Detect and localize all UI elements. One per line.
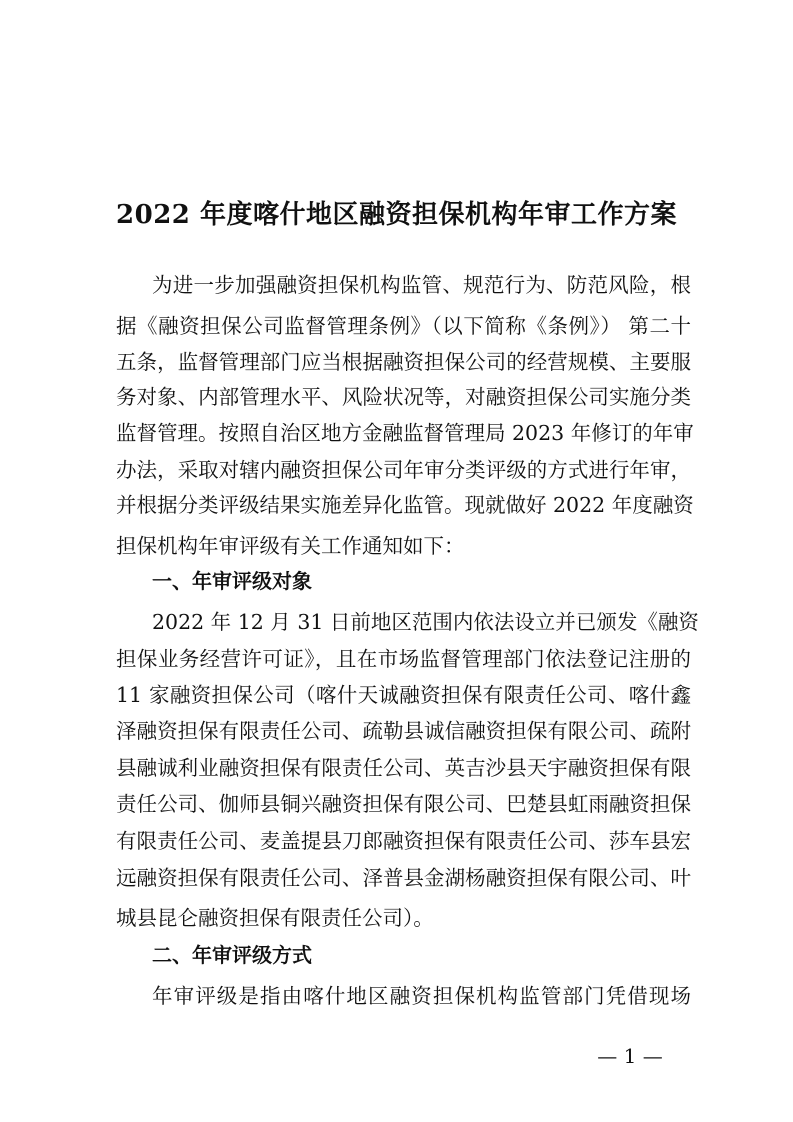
paragraph-line: 务对象、内部管理水平、风险状况等，对融资担保公司实施分类 [116,385,691,409]
paragraph-line: 2022 年 12 月 31 日前地区范围内依法设立并已颁发《融资 [152,610,699,634]
paragraph-line: 远融资担保有限责任公司、泽普县金湖杨融资担保有限公司、叶 [116,866,691,890]
page-number: — 1 — [597,1044,663,1068]
paragraph-line: 为进一步加强融资担保机构监管、规范行为、防范风险，根 [152,273,691,297]
paragraph-line: 并根据分类评级结果实施差异化监管。现就做好 2022 年度融资 [116,493,694,517]
paragraph-line: 办法，采取对辖内融资担保公司年审分类评级的方式进行年审， [116,458,691,482]
paragraph-line: 责任公司、伽师县铜兴融资担保有限公司、巴楚县虹雨融资担保 [116,792,691,816]
paragraph-line: 担保机构年审评级有关工作通知如下： [116,534,465,558]
paragraph-line: 年审评级是指由喀什地区融资担保机构监管部门凭借现场 [152,984,691,1008]
paragraph-line: 泽融资担保有限责任公司、疏勒县诚信融资担保有限公司、疏附 [116,719,691,743]
paragraph-line: 据《融资担保公司监督管理条例》（以下简称《条例》） 第二十 [116,314,691,338]
paragraph-line: 担保业务经营许可证》，且在市场监督管理部门依法登记注册的 [116,647,691,671]
paragraph-line: 城县昆仑融资担保有限责任公司）。 [116,906,434,930]
paragraph-line: 11 家融资担保公司（喀什天诚融资担保有限责任公司、喀什鑫 [116,683,691,707]
paragraph-line: 县融诚利业融资担保有限责任公司、英吉沙县天宇融资担保有限 [116,756,691,780]
section-heading: 二、年审评级方式 [152,943,312,967]
document-title: 2022 年度喀什地区融资担保机构年审工作方案 [116,200,677,230]
paragraph-line: 五条，监督管理部门应当根据融资担保公司的经营规模、主要服 [116,350,691,374]
paragraph-line: 有限责任公司、麦盖提县刀郎融资担保有限责任公司、莎车县宏 [116,829,691,853]
section-heading: 一、年审评级对象 [152,569,312,593]
paragraph-line: 监督管理。按照自治区地方金融监督管理局 2023 年修订的年审 [116,421,694,445]
